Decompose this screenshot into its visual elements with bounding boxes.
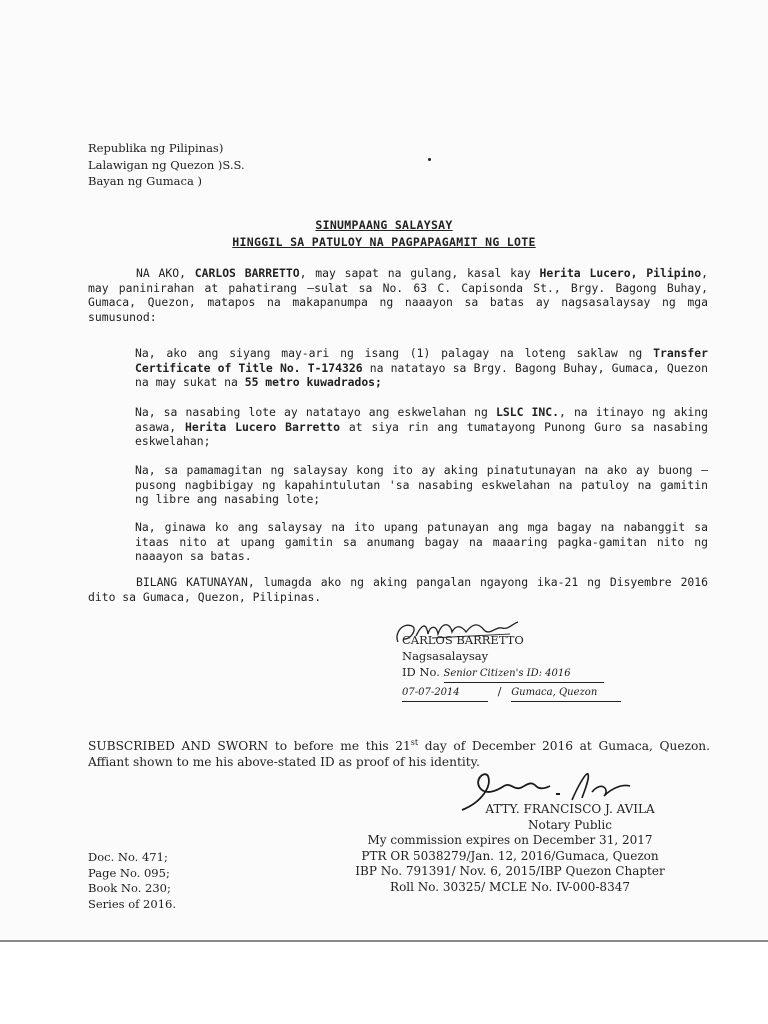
notary-ptr: PTR OR 5038279/Jan. 12, 2016/Gumaca, Quezon [361,848,659,863]
item2-text-c: , na itinayo ng aking asawa, [135,405,708,434]
bilang-rest: lumagda ako ng aking pangalan ngayong ika-21 ng Disyembre 2016 dito sa Gumaca, Quezon, Pilipinas. [88,575,708,604]
notary-commission: My commission expires on December 31, 2017 [367,833,653,847]
affiant-role: Nagsasalaysay [402,649,489,663]
statement-item-4: Na, ginawa ko ang salaysay na ito upang patunayan ang mga bagay na nabanggit sa itaas nito at upang gamitin sa anumang bagay na maaaring pagka-gamitan nito ng naaayon sa batas. [135,520,708,564]
intro-lead: NA AKO, [136,266,186,280]
notary-ibp: IBP No. 791391/ Nov. 6, 2015/IBP Quezon Chapter [355,864,665,878]
affiant-name: CARLOS BARRETTO [402,633,524,647]
jurat-text-b: day of December 2016 at Gumaca, Quezon. Affiant shown to me his above-stated ID as proof of his identity. [88,739,711,770]
notary-title: Notary Public [528,817,612,832]
header-line-province: Lalawigan ng Quezon )S.S. [88,157,245,172]
notary-block [290,802,730,895]
docket-series: Series of 2016. [88,896,176,911]
header-line-republic: Republika ng Pilipinas) [88,141,224,155]
jurat-paragraph [88,735,710,770]
item2-text-a: Na, sa nasabing lote ay natatayo ang eskwelahan ng [135,405,488,419]
jurisdiction-header [88,140,245,190]
jurat-ordinal: st [410,738,419,747]
bilang-katunayan-paragraph [88,575,708,604]
stray-dot [428,158,431,161]
school-name: LSLC INC. [496,405,559,419]
scan-margin [0,942,768,1024]
item1-text-c: na natatayo sa Brgy. Bagong Buhay, Gumaca, Quezon na may sukat na [135,360,709,390]
item2-text-e: at siya rin ang tumatayong Punong Guro sa nasabing eskwelahan; [135,419,709,449]
affiant-block [402,632,621,702]
item1-text-a: Na, ako ang siyang may-ari ng isang (1) palagay na loteng saklaw ng [135,346,643,360]
intro-paragraph [88,266,708,324]
affiant-id-line [402,664,621,683]
statement-item-1 [135,346,708,390]
id-label: ID No. [402,665,440,679]
notary-name: ATTY. FRANCISCO J. AVILA [485,802,655,816]
document-title: SINUMPAANG SALAYSAY [315,218,453,232]
bilang-lead: BILANG KATUNAYAN, [136,575,255,589]
lot-area: 55 metro kuwadrados; [244,375,382,390]
issued-separator: / [497,684,502,698]
issued-place: Gumaca, Quezon [511,685,621,702]
notary-roll: Roll No. 30325/ MCLE No. IV-000-8347 [390,879,630,894]
notarial-docket [88,850,176,912]
spouse-full-name: Herita Lucero Barretto [185,419,340,434]
intro-mid: , may sapat na gulang, kasal kay [299,266,531,280]
title-number: Transfer Certificate of Title No. T-174326 [135,346,708,375]
spouse-name-inline: Herita Lucero, Pilipino [539,266,702,280]
docket-book: Book No. 230; [88,881,171,895]
affiant-name-inline: CARLOS BARRETTO [194,266,300,280]
intro-rest: , may paninirahan at pahatirang –sulat sa No. 63 C. Capisonda St., Brgy. Bagong Buhay, Gumaca, Quezon, matapos na makapanumpa ng naaayon sa batas ay nagsasalaysay ng mga sumusunod: [88,266,708,324]
document-subtitle: HINGGIL SA PATULOY NA PAGPAPAGAMIT NG LOTE [232,235,536,249]
docket-page: Page No. 095; [88,865,170,880]
jurat-text-a: to before me this 21 [274,739,411,754]
header-line-town: Bayan ng Gumaca ) [88,174,202,188]
issued-date: 07-07-2014 [402,685,488,702]
docket-doc: Doc. No. 471; [88,850,168,864]
jurat-lead: SUBSCRIBED AND SWORN [88,739,269,754]
statement-item-2 [135,405,708,449]
id-value: Senior Citizen's ID: 4016 [444,666,604,683]
statement-item-3: Na, sa pamamagitan ng salaysay kong ito ay aking pinatutunayan na ako ay buong –pusong nagbibigay ng kapahintulutan 'sa nasabing eskwelahan na patuloy na gamitin ng libre ang nasabing lote; [135,463,708,507]
affiant-issued-line [402,683,621,702]
